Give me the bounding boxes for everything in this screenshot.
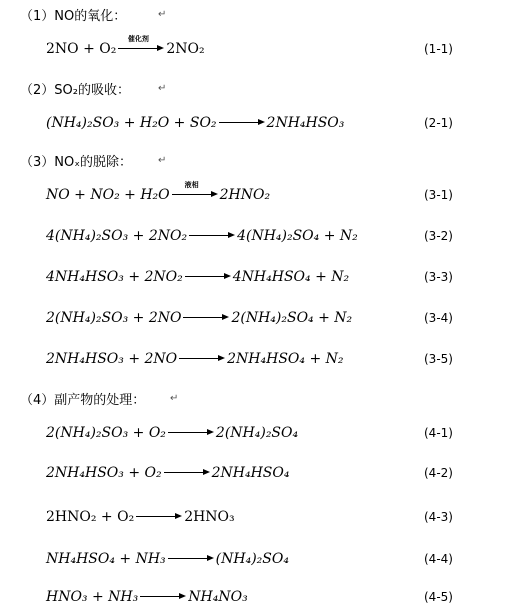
equation-4-3 [46, 509, 235, 525]
equation-row-4-3 [0, 505, 532, 529]
reaction-condition: 液相 [184, 181, 199, 189]
reaction-arrow [168, 551, 214, 563]
equation-row-4-2 [0, 461, 532, 485]
equation-number-3-5: (3-5) [424, 352, 453, 366]
equation-3-4 [46, 310, 352, 326]
equation-4-4-lhs: NH₄HSO₄ + NH₃ [46, 551, 166, 567]
section-3-heading: （3）NOₓ的脱除： [20, 154, 132, 170]
equation-number-3-4: (3-4) [424, 311, 453, 325]
section-3-heading-row [0, 148, 532, 172]
equation-4-4-rhs: (NH₄)₂SO₄ [215, 551, 289, 567]
equation-number-4-3: (4-3) [424, 510, 453, 524]
equation-number-4-4: (4-4) [424, 552, 453, 566]
equation-3-1-rhs: 2HNO₂ [219, 187, 271, 203]
equation-3-1 [46, 181, 271, 203]
equation-1-1 [46, 35, 205, 57]
section-2-heading: （2）SO₂的吸收： [20, 82, 130, 98]
paragraph-mark: ↵ [158, 82, 167, 94]
equation-number-3-1: (3-1) [424, 188, 453, 202]
equation-row-3-4 [0, 306, 532, 330]
equation-4-3-rhs: 2HNO₃ [184, 509, 235, 525]
equation-row-4-5 [0, 585, 532, 609]
equation-number-3-3: (3-3) [424, 270, 453, 284]
equation-2-1-rhs: 2NH₄HSO₃ [266, 115, 345, 131]
equation-3-2-rhs: 4(NH₄)₂SO₄ + N₂ [237, 228, 358, 244]
equation-4-2 [46, 465, 289, 481]
equation-row-3-3 [0, 265, 532, 289]
equation-4-4 [46, 551, 289, 567]
section-2-heading-row [0, 76, 532, 100]
reaction-arrow [168, 425, 214, 437]
reaction-arrow [219, 115, 265, 127]
reaction-arrow [140, 589, 186, 601]
section-1-heading-row [0, 2, 532, 26]
equation-4-1-lhs: 2(NH₄)₂SO₃ + O₂ [46, 425, 166, 441]
reaction-arrow [164, 465, 210, 477]
reaction-arrow [136, 509, 182, 521]
reaction-arrow [172, 181, 218, 199]
equation-row-4-4 [0, 547, 532, 571]
equation-4-5-lhs: HNO₃ + NH₃ [46, 589, 139, 605]
equation-row-3-1 [0, 183, 532, 207]
equation-3-5-lhs: 2NH₄HSO₃ + 2NO [46, 351, 178, 367]
equation-row-3-5 [0, 347, 532, 371]
equation-4-2-rhs: 2NH₄HSO₄ [211, 465, 290, 481]
equation-number-3-2: (3-2) [424, 229, 453, 243]
equation-number-1-1: (1-1) [424, 42, 453, 56]
equation-4-1 [46, 425, 298, 441]
reaction-arrow [185, 269, 231, 281]
equation-4-5-rhs: NH₄NO₃ [188, 589, 248, 605]
equation-3-2 [46, 228, 358, 244]
equation-3-5-rhs: 2NH₄HSO₄ + N₂ [227, 351, 344, 367]
equation-row-1-1 [0, 37, 532, 61]
reaction-arrow [183, 310, 229, 322]
equation-3-3-rhs: 4NH₄HSO₄ + N₂ [232, 269, 350, 285]
equation-3-4-lhs: 2(NH₄)₂SO₃ + 2NO [46, 310, 182, 326]
equation-row-4-1 [0, 421, 532, 445]
equation-3-2-lhs: 4(NH₄)₂SO₃ + 2NO₂ [46, 228, 188, 244]
equation-2-1-lhs: (NH₄)₂SO₃ + H₂O + SO₂ [46, 115, 217, 131]
paragraph-mark: ↵ [158, 154, 167, 166]
equation-1-1-lhs: 2NO + O₂ [46, 41, 117, 57]
equation-4-3-lhs: 2HNO₂ + O₂ [46, 509, 135, 525]
paragraph-mark: ↵ [170, 392, 179, 404]
reaction-arrow [189, 228, 235, 240]
section-4-heading-row [0, 386, 532, 410]
equation-3-3 [46, 269, 349, 285]
equation-row-2-1 [0, 111, 532, 135]
equation-number-4-1: (4-1) [424, 426, 453, 440]
equation-2-1 [46, 115, 344, 131]
equation-1-1-rhs: 2NO₂ [166, 41, 205, 57]
reaction-arrow [118, 35, 164, 53]
equation-3-1-lhs: NO + NO₂ + H₂O [46, 187, 170, 203]
equation-number-2-1: (2-1) [424, 116, 453, 130]
equation-3-5 [46, 351, 344, 367]
equation-3-4-rhs: 2(NH₄)₂SO₄ + N₂ [231, 310, 353, 326]
equation-4-1-rhs: 2(NH₄)₂SO₄ [215, 425, 299, 441]
section-1-heading: （1）NO的氧化： [20, 8, 127, 24]
reaction-arrow [179, 351, 225, 363]
reaction-condition: 催化剂 [127, 35, 149, 43]
equation-number-4-5: (4-5) [424, 590, 453, 604]
equation-3-3-lhs: 4NH₄HSO₃ + 2NO₂ [46, 269, 183, 285]
equation-row-3-2 [0, 224, 532, 248]
equation-4-2-lhs: 2NH₄HSO₃ + O₂ [46, 465, 162, 481]
paragraph-mark: ↵ [158, 8, 167, 20]
section-4-heading: （4）副产物的处理： [20, 392, 146, 408]
equation-number-4-2: (4-2) [424, 466, 453, 480]
equation-4-5 [46, 589, 248, 605]
